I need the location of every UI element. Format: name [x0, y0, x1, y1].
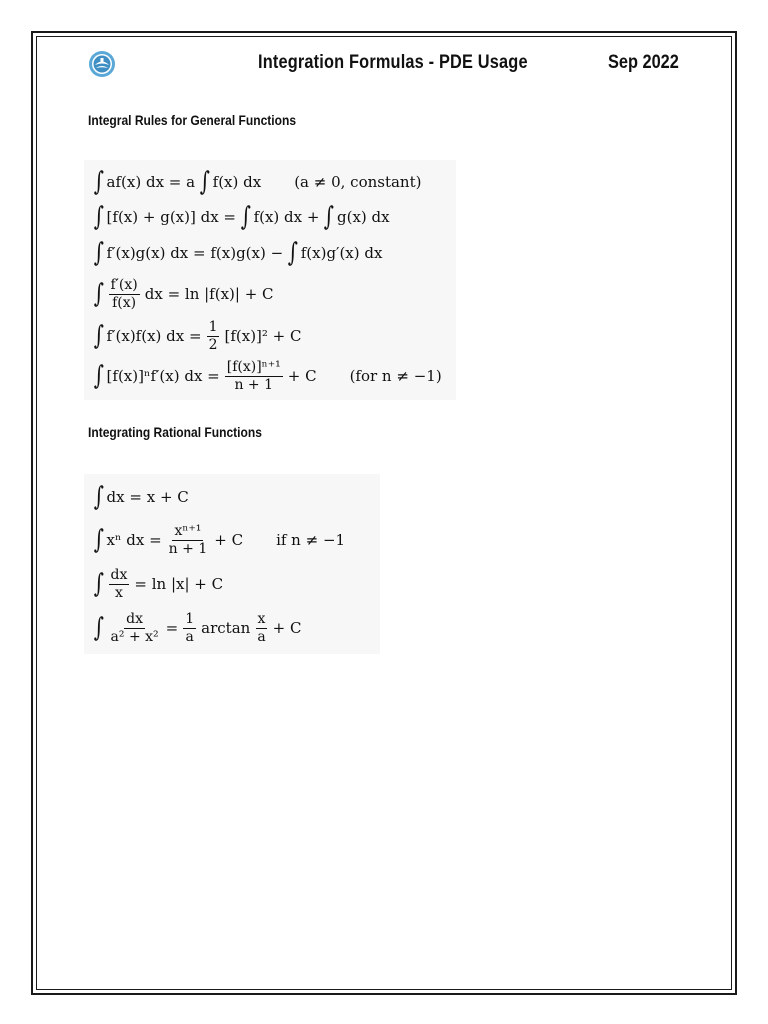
formula-integration-by-parts: ∫ f′(x)g(x) dx = f(x)g(x) − ∫ f(x)g′(x) dx [93, 238, 383, 268]
formula-log-derivative: ∫ $\frac{f'(x)}{f(x)}$ dx = ln |f(x)| + C [93, 276, 274, 311]
section-heading-rational: Integrating Rational Functions [88, 424, 262, 440]
formula-power-rule: ∫ xⁿ dx = $\frac{\text{xⁿ⁺¹}}{n + 1}$ + C if n ≠ −1 [93, 522, 346, 557]
document-title: Integration Formulas - PDE Usage [258, 52, 528, 73]
document-header [0, 50, 768, 76]
formula-reciprocal: ∫ $\frac{dx}{x}$ = ln |x| + C [93, 566, 224, 601]
integral-sign-icon: ∫ [93, 167, 104, 197]
formula-constant-multiple: ∫ af(x) dx = a ∫ f(x) dx (a ≠ 0, constant) [93, 167, 422, 197]
integral-sign-icon: ∫ [287, 238, 299, 268]
integral-sign-icon: ∫ [93, 279, 104, 309]
formula-power-chain-rule: ∫ [f(x)]ⁿf′(x) dx = $\frac{\text{[f(x)]ⁿ⁺¹}}{n + 1}$ + C (for n ≠ −1) [93, 358, 442, 393]
fraction: $\frac{dx}{\text{a² + x²}}$ [110, 610, 159, 645]
integral-sign-icon: ∫ [93, 321, 104, 351]
formula-block-general [84, 160, 456, 400]
fraction: $\frac{\text{[f(x)]ⁿ⁺¹}}{n + 1}$ [226, 358, 281, 393]
fraction: $\frac{x}{a}$ [257, 610, 266, 645]
integral-sign-icon: ∫ [93, 569, 104, 599]
integral-sign-icon: ∫ [93, 482, 104, 512]
fraction: $\frac{dx}{x}$ [110, 566, 128, 601]
fraction: $\frac{1}{2}$ [208, 318, 218, 353]
integral-sign-icon: ∫ [240, 202, 251, 232]
fraction: $\frac{f'(x)}{f(x)}$ [110, 276, 138, 311]
integral-sign-icon: ∫ [324, 202, 335, 232]
integral-sign-icon: ∫ [199, 167, 210, 197]
integral-sign-icon: ∫ [93, 238, 104, 268]
fraction: $\frac{1}{a}$ [185, 610, 195, 645]
formula-constant-integral: ∫ dx = x + C [93, 482, 189, 512]
integral-sign-icon: ∫ [93, 361, 104, 391]
integral-sign-icon: ∫ [93, 613, 104, 643]
fraction: $\frac{\text{xⁿ⁺¹}}{n + 1}$ [168, 522, 208, 557]
university-seal-icon [88, 50, 116, 78]
formula-block-rational [84, 474, 380, 654]
formula-sum-rule: ∫ [f(x) + g(x)] dx = ∫ f(x) dx + ∫ g(x) dx [93, 202, 390, 232]
section-heading-general: Integral Rules for General Functions [88, 112, 297, 128]
integral-sign-icon: ∫ [93, 525, 104, 555]
document-date: Sep 2022 [608, 52, 679, 73]
formula-square-rule: ∫ f′(x)f(x) dx = $\frac{1}{2}$ [f(x)]² + C [93, 318, 302, 353]
integral-sign-icon: ∫ [93, 202, 104, 232]
formula-arctan: ∫ $\frac{dx}{\text{a² + x²}}$ = $\frac{1}{a}$ arctan $\frac{x}{a}$ + C [93, 610, 302, 645]
